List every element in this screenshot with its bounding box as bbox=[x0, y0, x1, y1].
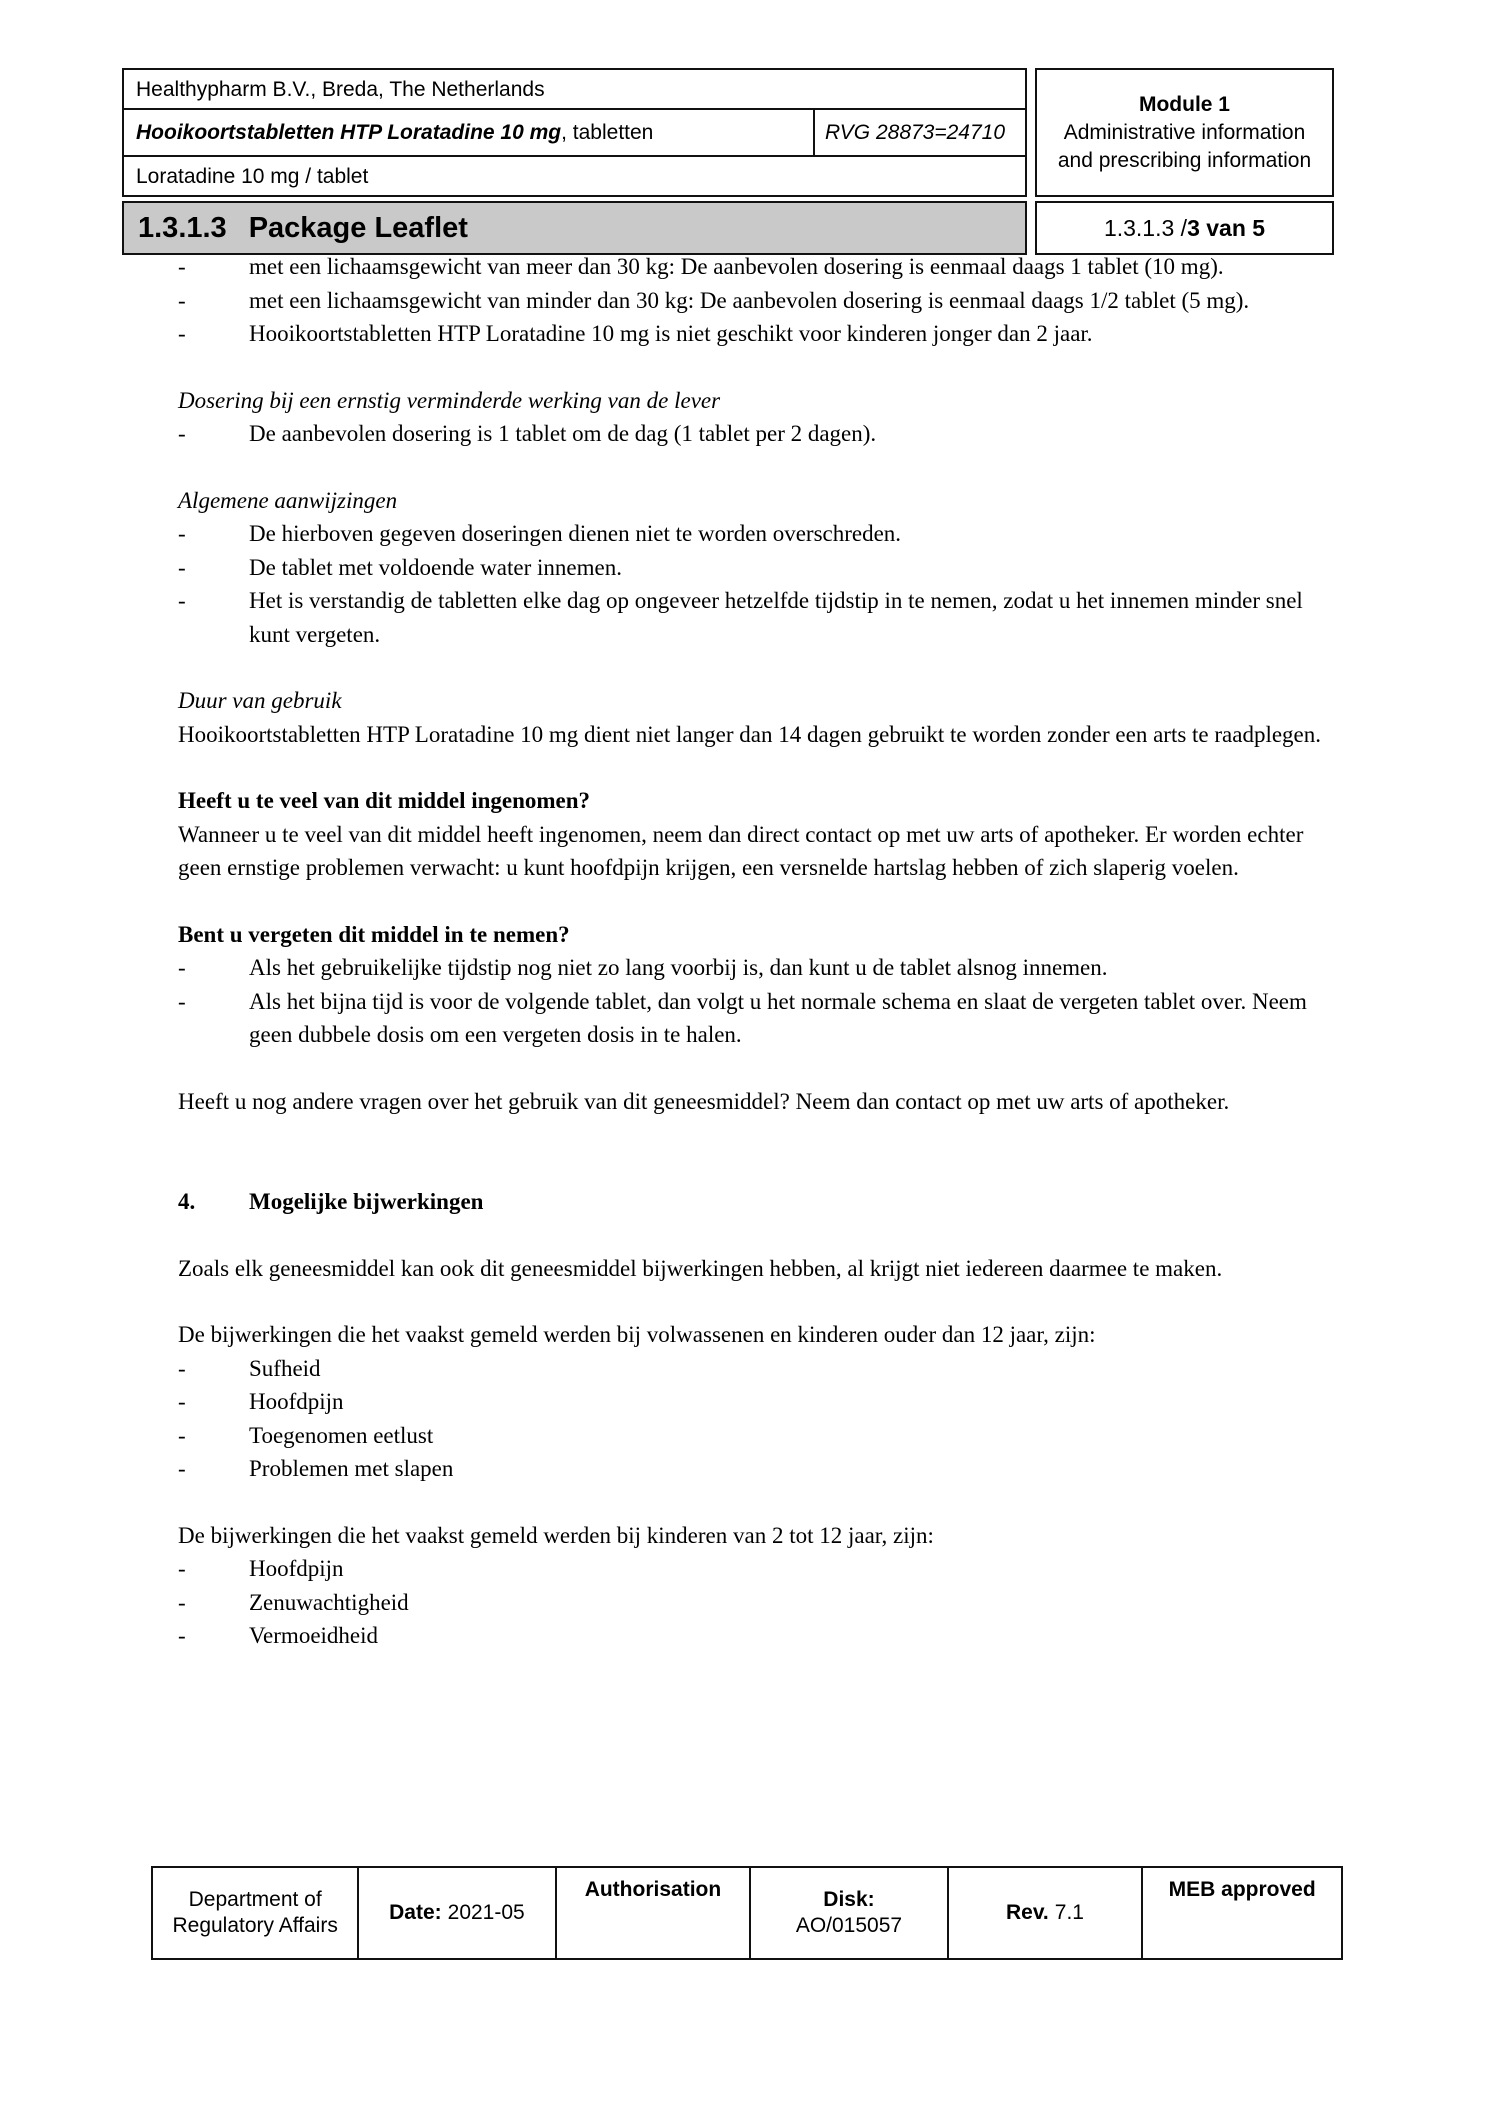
paragraph-overdose: Wanneer u te veel van dit middel heeft ingenomen, neem dan direct contact op met uw arts of apotheker. Er worden echter geen ernstige problemen verwacht: u kunt hoofdpijn krijgen, een versnelde hartslag hebben of zich slaperig voelen. bbox=[178, 821, 1304, 880]
bullet-dash: - bbox=[178, 1389, 186, 1414]
list-item bbox=[178, 584, 1348, 651]
module-title: Module 1 bbox=[1138, 92, 1230, 116]
bullet-dash: - bbox=[178, 1355, 186, 1381]
page-reference bbox=[1035, 201, 1334, 255]
list-item-text: Als het bijna tijd is voor de volgende tablet, dan volgt u het normale schema en slaat de vergeten tablet over. Neem geen dubbele dosis om een vergeten dosis in te halen. bbox=[249, 988, 1307, 1047]
header-table bbox=[122, 68, 1027, 197]
module-box bbox=[1035, 68, 1334, 197]
footer-revision-cell bbox=[947, 1868, 1142, 1958]
list-item bbox=[178, 1385, 1348, 1419]
list-item bbox=[178, 1552, 1348, 1586]
bullet-dash: - bbox=[178, 955, 186, 980]
list-item-text: Hoofdpijn bbox=[249, 1556, 344, 1581]
list-item bbox=[178, 1586, 1348, 1620]
list-item-text: Zenuwachtigheid bbox=[249, 1589, 409, 1615]
footer-approved-cell bbox=[1141, 1868, 1341, 1958]
list-item-text: Sufheid bbox=[249, 1355, 321, 1381]
list-item-text: Hooikoortstabletten HTP Loratadine 10 mg is niet geschikt voor kinderen jonger dan 2 jaar. bbox=[249, 321, 1093, 346]
footer-rev-value: 7.1 bbox=[1054, 1901, 1084, 1924]
bullet-dash: - bbox=[178, 1422, 186, 1448]
section-title: Package Leaflet bbox=[248, 212, 468, 244]
list-item-text: De tablet met voldoende water innemen. bbox=[249, 554, 622, 580]
footer-department-cell bbox=[153, 1868, 357, 1958]
subheading-liver-dosing: Dosering bij een ernstig verminderde werking van de lever bbox=[178, 387, 721, 413]
product-title bbox=[124, 110, 813, 155]
section-heading-text: Mogelijke bijwerkingen bbox=[249, 1189, 484, 1214]
bullet-dash: - bbox=[178, 321, 186, 346]
footer-date-value: 2021-05 bbox=[447, 1901, 525, 1924]
list-item-text: Het is verstandig de tabletten elke dag op ongeveer hetzelfde tijdstip in te nemen, zodat u het innemen minder snel kunt vergeten. bbox=[249, 588, 1303, 647]
list-item-text: Als het gebruikelijke tijdstip nog niet zo lang voorbij is, dan kunt u de tablet alsnog innemen. bbox=[249, 955, 1108, 980]
bullet-dash: - bbox=[178, 521, 186, 546]
footer-approved: MEB approved bbox=[1168, 1878, 1316, 1901]
paragraph-duration: Hooikoortstabletten HTP Loratadine 10 mg dient niet langer dan 14 dagen gebruikt te worden zonder een arts te raadplegen. bbox=[178, 721, 1322, 747]
footer-authorisation: Authorisation bbox=[584, 1878, 722, 1901]
company-name: Healthypharm B.V., Breda, The Netherlands bbox=[124, 70, 1025, 110]
page-ref-prefix: 1.3.1.3 / bbox=[1103, 214, 1188, 241]
list-item bbox=[178, 1452, 1348, 1486]
product-form: , tabletten bbox=[561, 121, 654, 144]
bullet-dash: - bbox=[178, 1556, 186, 1581]
bullet-dash: - bbox=[178, 988, 186, 1014]
leaflet-body bbox=[178, 250, 1348, 1653]
bullet-dash: - bbox=[178, 588, 186, 613]
subheading-general-instructions: Algemene aanwijzingen bbox=[178, 487, 398, 513]
section-code: 1.3.1.3 bbox=[138, 212, 227, 244]
footer-table bbox=[151, 1866, 1343, 1960]
list-item bbox=[178, 1419, 1348, 1453]
list-item bbox=[178, 1619, 1348, 1653]
product-strength: Loratadine 10 mg / tablet bbox=[136, 165, 369, 188]
module-subtitle-line1: Administrative information bbox=[1063, 120, 1306, 144]
list-item-text: De aanbevolen dosering is 1 tablet om de dag (1 tablet per 2 dagen). bbox=[249, 421, 877, 446]
paragraph-side-effects-intro: Zoals elk geneesmiddel kan ook dit geneesmiddel bijwerkingen hebben, al krijgt niet iedereen daarmee te maken. bbox=[178, 1255, 1223, 1281]
bullet-dash: - bbox=[178, 1589, 186, 1615]
section-bar bbox=[122, 201, 1027, 255]
footer-disk-cell bbox=[749, 1868, 946, 1958]
list-item bbox=[178, 417, 1348, 451]
list-item bbox=[178, 317, 1348, 351]
page-ref-number: 3 van 5 bbox=[1187, 214, 1266, 241]
list-item bbox=[178, 1352, 1348, 1386]
heading-missed-dose: Bent u vergeten dit middel in te nemen? bbox=[178, 921, 570, 947]
list-item-text: De hierboven gegeven doseringen dienen niet te worden overschreden. bbox=[249, 521, 902, 546]
footer-department: Department of Regulatory Affairs bbox=[172, 1888, 338, 1937]
list-item-text: Problemen met slapen bbox=[249, 1456, 454, 1481]
list-item-text: Hoofdpijn bbox=[249, 1389, 344, 1414]
header bbox=[122, 68, 1334, 255]
footer-rev-label: Rev. bbox=[1005, 1901, 1049, 1924]
bullet-dash: - bbox=[178, 554, 186, 580]
footer-date-label: Date: bbox=[389, 1901, 442, 1924]
list-item bbox=[178, 951, 1348, 985]
heading-section-4 bbox=[178, 1185, 1348, 1219]
module-subtitle-line2: and prescribing information bbox=[1057, 148, 1312, 172]
list-item bbox=[178, 517, 1348, 551]
bullet-dash: - bbox=[178, 1456, 186, 1481]
bullet-dash: - bbox=[178, 421, 186, 446]
list-item bbox=[178, 250, 1348, 284]
subheading-duration: Duur van gebruik bbox=[178, 688, 342, 713]
footer-disk-label: Disk: bbox=[823, 1888, 875, 1911]
list-item bbox=[178, 551, 1348, 585]
footer-disk-value: AO/015057 bbox=[795, 1914, 903, 1937]
footer-date-cell bbox=[357, 1868, 554, 1958]
bullet-dash: - bbox=[178, 254, 186, 279]
list-item-text: met een lichaamsgewicht van minder dan 30 kg: De aanbevolen dosering is eenmaal daags 1/2 tablet (5 mg). bbox=[249, 287, 1250, 313]
list-item bbox=[178, 985, 1348, 1052]
list-item-text: Toegenomen eetlust bbox=[249, 1422, 434, 1448]
heading-overdose: Heeft u te veel van dit middel ingenomen? bbox=[178, 788, 591, 813]
rvg-number: RVG 28873=24710 bbox=[813, 110, 1025, 155]
paragraph-adults-intro: De bijwerkingen die het vaakst gemeld werden bij volwassenen en kinderen ouder dan 12 jaar, zijn: bbox=[178, 1322, 1096, 1347]
paragraph-children-intro: De bijwerkingen die het vaakst gemeld werden bij kinderen van 2 tot 12 jaar, zijn: bbox=[178, 1522, 934, 1548]
list-item-text: Vermoeidheid bbox=[249, 1623, 379, 1648]
bullet-dash: - bbox=[178, 1623, 186, 1648]
list-item bbox=[178, 284, 1348, 318]
paragraph-questions: Heeft u nog andere vragen over het gebruik van dit geneesmiddel? Neem dan contact op met uw arts of apotheker. bbox=[178, 1088, 1230, 1114]
product-name: Hooikoortstabletten HTP Loratadine 10 mg bbox=[136, 121, 562, 144]
bullet-dash: - bbox=[178, 287, 186, 313]
list-item-text: met een lichaamsgewicht van meer dan 30 kg: De aanbevolen dosering is eenmaal daags 1 tablet (10 mg). bbox=[249, 254, 1224, 279]
footer-authorisation-cell bbox=[555, 1868, 750, 1958]
section-number: 4. bbox=[178, 1189, 196, 1214]
